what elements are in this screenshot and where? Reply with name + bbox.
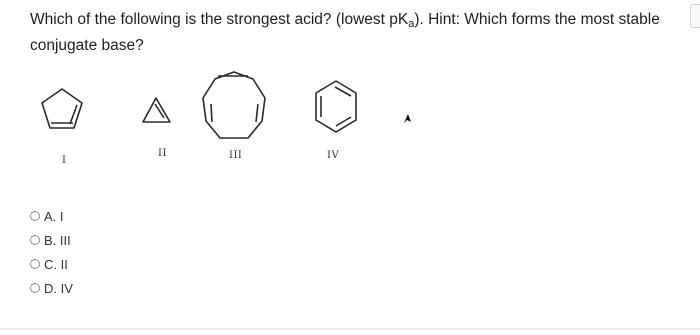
pka-subscript: a [408, 18, 415, 30]
radio-button[interactable] [30, 235, 40, 245]
answer-options [30, 204, 73, 300]
option-d[interactable] [30, 276, 73, 300]
side-panel-edge [690, 4, 700, 28]
option-c[interactable] [30, 252, 73, 276]
label-II: II [158, 148, 167, 159]
label-III: III [229, 150, 243, 161]
option-label: C. II [44, 256, 68, 272]
option-label: A. I [44, 208, 64, 224]
option-a[interactable] [30, 204, 73, 228]
radio-button[interactable] [30, 211, 40, 221]
cyclopentadiene-icon [42, 89, 82, 128]
radio-button[interactable] [30, 259, 40, 269]
mouse-cursor-icon [402, 112, 412, 130]
radio-button[interactable] [30, 283, 40, 293]
bottom-divider [0, 328, 700, 330]
option-label: B. III [44, 232, 71, 248]
cycloheptatriene-icon [203, 72, 265, 138]
question-text-part2: ). Hint: Which forms the most stable conjugate base? [30, 11, 660, 54]
benzene-icon [316, 81, 356, 132]
option-label: D. IV [44, 280, 73, 296]
cyclopropene-icon [143, 98, 170, 122]
question-text-part1: Which of the following is the strongest acid? (lowest pK [30, 11, 409, 28]
option-b[interactable] [30, 228, 73, 252]
label-IV: IV [327, 150, 340, 161]
label-I: I [62, 155, 67, 166]
